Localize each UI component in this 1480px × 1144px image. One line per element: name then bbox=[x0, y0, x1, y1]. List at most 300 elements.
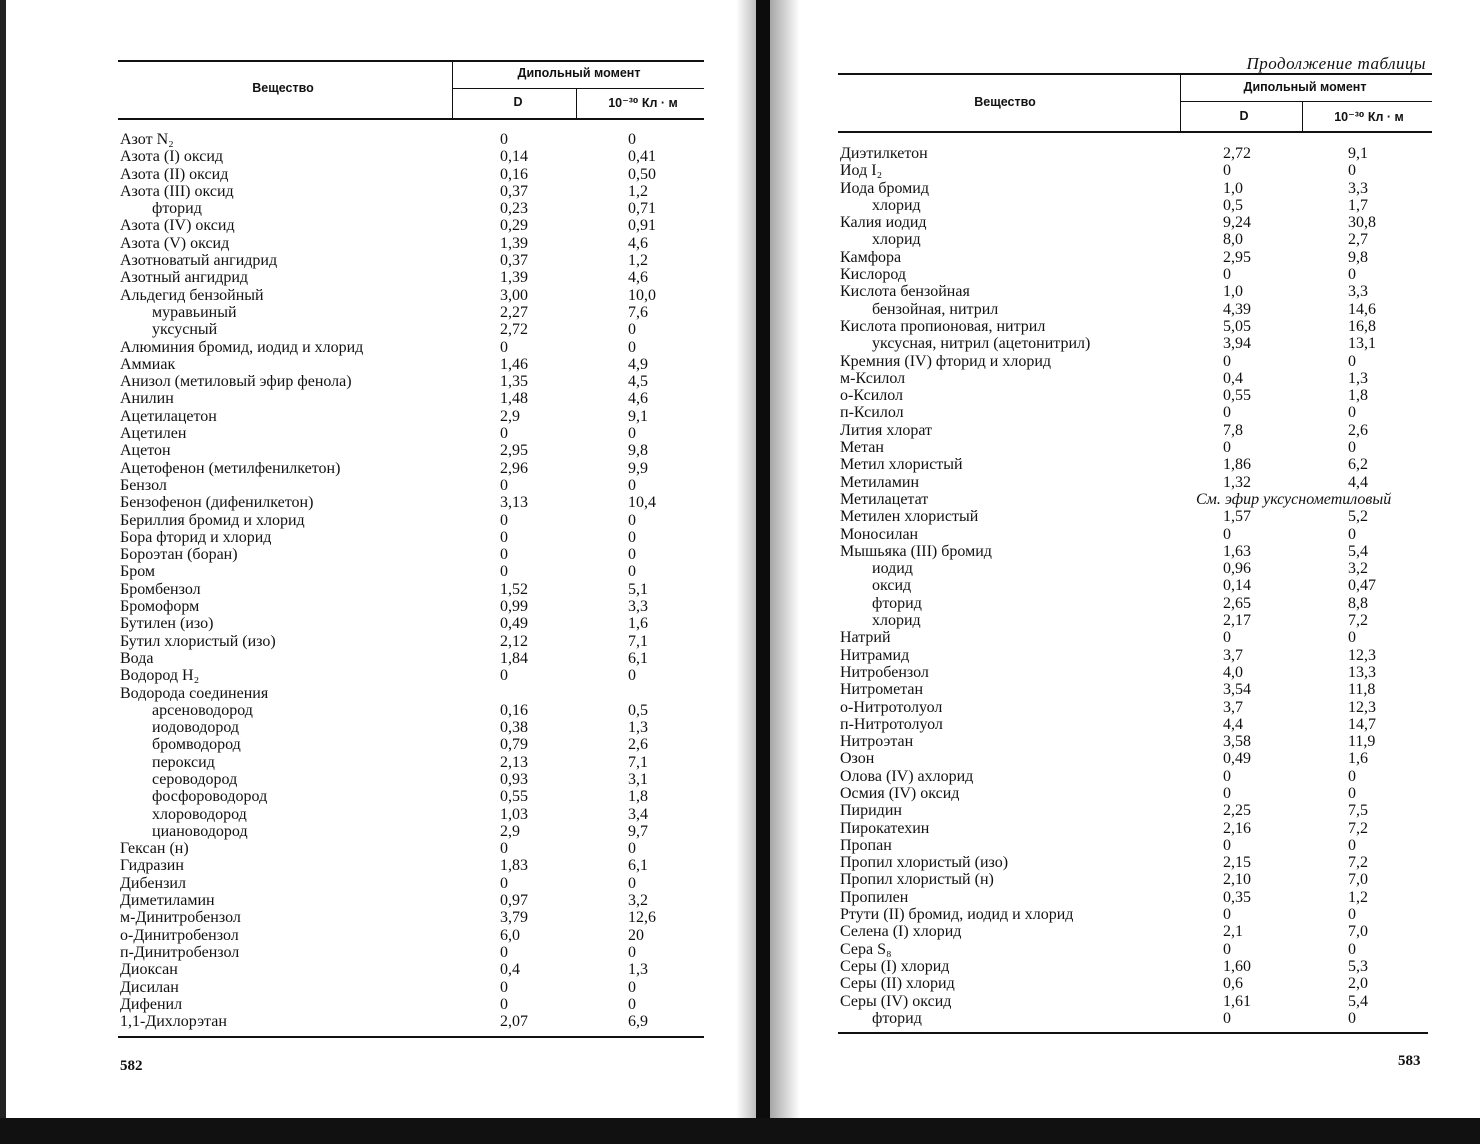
table-row bbox=[838, 941, 1432, 958]
substance-name: Бутилен (изо) bbox=[120, 615, 214, 633]
dipole-si-value: 0 bbox=[628, 546, 636, 564]
table-row bbox=[838, 664, 1432, 681]
scan-edge bbox=[0, 0, 6, 1118]
table-row bbox=[118, 166, 704, 183]
dipole-si-value: 3,4 bbox=[628, 805, 648, 823]
table-row bbox=[118, 979, 704, 996]
dipole-si-value: 7,0 bbox=[1348, 871, 1368, 889]
dipole-si-value: 16,8 bbox=[1348, 317, 1376, 335]
table-row bbox=[838, 180, 1432, 197]
dipole-si-value: 14,6 bbox=[1348, 300, 1376, 318]
dipole-debye-value: 1,86 bbox=[1223, 456, 1251, 474]
table-row bbox=[838, 560, 1432, 577]
page-number: 582 bbox=[120, 1058, 143, 1074]
gutter-shadow bbox=[736, 0, 756, 1118]
left-table-body bbox=[118, 131, 704, 1030]
dipole-si-value: 3,3 bbox=[1348, 283, 1368, 301]
table-row bbox=[118, 667, 704, 684]
table-row bbox=[118, 771, 704, 788]
table-row bbox=[838, 1010, 1432, 1027]
substance-name: Натрий bbox=[840, 629, 891, 647]
table-row bbox=[838, 958, 1432, 975]
dipole-si-value: 6,1 bbox=[628, 649, 648, 667]
dipole-si-value: 20 bbox=[628, 926, 644, 944]
unit-divider bbox=[576, 89, 577, 118]
table-top-rule bbox=[118, 60, 704, 62]
dipole-debye-value: 0,16 bbox=[500, 165, 528, 183]
table-row bbox=[838, 647, 1432, 664]
substance-name: Олова (IV) ахлорид bbox=[840, 767, 974, 785]
dipole-si-value: 0 bbox=[628, 874, 636, 892]
dipole-si-value: 1,8 bbox=[628, 788, 648, 806]
substance-name: Метилацетат bbox=[840, 490, 929, 508]
table-row bbox=[838, 906, 1432, 923]
dipole-debye-value: 2,65 bbox=[1223, 594, 1251, 612]
dipole-si-value: 6,2 bbox=[1348, 456, 1368, 474]
dipole-debye-value: 0 bbox=[1223, 404, 1231, 422]
table-row bbox=[118, 927, 704, 944]
dipole-debye-value: 0,35 bbox=[1223, 888, 1251, 906]
dipole-si-value: 12,3 bbox=[1348, 646, 1376, 664]
dipole-debye-value: 0,49 bbox=[500, 615, 528, 633]
table-row bbox=[118, 200, 704, 217]
dipole-debye-value: 3,7 bbox=[1223, 646, 1243, 664]
table-bottom-rule bbox=[838, 1032, 1428, 1034]
table-row bbox=[838, 214, 1432, 231]
table-row bbox=[118, 736, 704, 753]
table-row bbox=[118, 131, 704, 148]
table-row bbox=[838, 820, 1432, 837]
dipole-debye-value: 2,17 bbox=[1223, 612, 1251, 630]
dipole-debye-value: 3,13 bbox=[500, 494, 528, 512]
table-row bbox=[118, 754, 704, 771]
header-divider bbox=[1180, 75, 1181, 131]
dipole-debye-value: 0 bbox=[1223, 836, 1231, 854]
header-dipole: Дипольный момент bbox=[1243, 80, 1367, 94]
dipole-si-value: 0 bbox=[628, 840, 636, 858]
dipole-si-value: 0 bbox=[628, 476, 636, 494]
dipole-debye-value: 2,16 bbox=[1223, 819, 1251, 837]
substance-name: хлорид bbox=[872, 612, 921, 630]
table-row bbox=[118, 546, 704, 563]
dipole-underline bbox=[1180, 101, 1432, 102]
dipole-debye-value: 1,46 bbox=[500, 355, 528, 373]
dipole-debye-value: 3,79 bbox=[500, 909, 528, 927]
dipole-debye-value: 0 bbox=[500, 840, 508, 858]
dipole-debye-value: 0,14 bbox=[1223, 577, 1251, 595]
dipole-debye-value: 0 bbox=[1223, 906, 1231, 924]
substance-name: м-Ксилол bbox=[840, 369, 906, 387]
dipole-si-value: 2,6 bbox=[1348, 421, 1368, 439]
header-divider bbox=[452, 62, 453, 118]
dipole-debye-value: 2,9 bbox=[500, 822, 520, 840]
table-row bbox=[838, 404, 1432, 421]
table-row bbox=[118, 477, 704, 494]
substance-name: Пропилен bbox=[840, 888, 909, 906]
substance-name: бензойная, нитрил bbox=[872, 300, 999, 318]
dipole-si-value: 0 bbox=[1348, 525, 1356, 543]
table-row bbox=[838, 612, 1432, 629]
table-row bbox=[838, 353, 1432, 370]
dipole-si-value: 1,6 bbox=[1348, 750, 1368, 768]
dipole-si-value: 2,6 bbox=[628, 736, 648, 754]
substance-name: хлороводород bbox=[152, 805, 247, 823]
substance-name: сероводород bbox=[152, 770, 238, 788]
table-row bbox=[118, 304, 704, 321]
substance-name: Азотный ангидрид bbox=[120, 269, 249, 287]
dipole-si-value: 9,1 bbox=[1348, 145, 1368, 162]
dipole-debye-value: 2,95 bbox=[1223, 248, 1251, 266]
dipole-si-value: 5,3 bbox=[1348, 957, 1368, 975]
table-row bbox=[118, 321, 704, 338]
dipole-debye-value: 9,24 bbox=[1223, 214, 1251, 232]
dipole-si-value: 7,5 bbox=[1348, 802, 1368, 820]
table-row bbox=[118, 702, 704, 719]
dipole-debye-value: 2,72 bbox=[500, 321, 528, 339]
dipole-si-value: 0 bbox=[628, 943, 636, 961]
table-row bbox=[838, 422, 1432, 439]
substance-name: Ацетилен bbox=[120, 425, 187, 443]
dipole-debye-value: 1,03 bbox=[500, 805, 528, 823]
table-row bbox=[838, 975, 1432, 992]
dipole-si-value: 0,71 bbox=[628, 200, 656, 218]
table-row bbox=[838, 387, 1432, 404]
table-row bbox=[838, 162, 1432, 179]
table-row bbox=[118, 719, 704, 736]
substance-name: Диметиламин bbox=[120, 892, 215, 910]
dipole-si-value: 0 bbox=[628, 667, 636, 685]
dipole-si-value: 9,8 bbox=[628, 442, 648, 460]
dipole-debye-value: 0,23 bbox=[500, 200, 528, 218]
substance-name: Метиламин bbox=[840, 473, 920, 491]
dipole-si-value: 1,2 bbox=[628, 252, 648, 270]
dipole-si-value: 0 bbox=[628, 321, 636, 339]
substance-name: Метан bbox=[840, 439, 884, 457]
substance-name: п-Нитротолуол bbox=[840, 715, 943, 733]
dipole-debye-value: 2,07 bbox=[500, 1013, 528, 1031]
dipole-debye-value: 0,96 bbox=[1223, 560, 1251, 578]
dipole-debye-value: 0 bbox=[1223, 784, 1231, 802]
substance-name: Азотноватый ангидрид bbox=[120, 252, 278, 270]
substance-name: Дисилан bbox=[120, 978, 179, 996]
dipole-si-value: 0 bbox=[628, 978, 636, 996]
table-row bbox=[118, 961, 704, 978]
table-row bbox=[838, 474, 1432, 491]
table-row bbox=[118, 442, 704, 459]
dipole-si-value: 7,1 bbox=[628, 753, 648, 771]
substance-name: Серы (IV) оксид bbox=[840, 992, 952, 1010]
dipole-si-value: 10,4 bbox=[628, 494, 656, 512]
substance-name: Бромбензол bbox=[120, 580, 201, 598]
dipole-si-value: 5,4 bbox=[1348, 992, 1368, 1010]
table-row bbox=[118, 494, 704, 511]
page-number: 583 bbox=[1398, 1053, 1421, 1069]
table-row bbox=[118, 892, 704, 909]
dipole-debye-value: 2,95 bbox=[500, 442, 528, 460]
table-row bbox=[838, 889, 1432, 906]
table-row bbox=[838, 854, 1432, 871]
table-row bbox=[118, 529, 704, 546]
dipole-debye-value: 1,63 bbox=[1223, 542, 1251, 560]
table-row bbox=[838, 802, 1432, 819]
dipole-si-value: 0 bbox=[1348, 266, 1356, 284]
header-substance: Вещество bbox=[974, 95, 1036, 109]
dipole-debye-value: 0 bbox=[1223, 162, 1231, 180]
dipole-si-value: 5,1 bbox=[628, 580, 648, 598]
dipole-debye-value: 1,60 bbox=[1223, 957, 1251, 975]
substance-name: пероксид bbox=[152, 753, 215, 771]
book-gutter bbox=[756, 0, 770, 1144]
substance-name: Метил хлористый bbox=[840, 456, 963, 474]
substance-name: Нитробензол bbox=[840, 663, 929, 681]
substance-name: Бороэтан (боран) bbox=[120, 546, 238, 564]
substance-name: Кислота пропионовая, нитрил bbox=[840, 317, 1046, 335]
table-row bbox=[838, 699, 1432, 716]
dipole-debye-value: 3,00 bbox=[500, 286, 528, 304]
table-row bbox=[838, 871, 1432, 888]
dipole-debye-value: 2,72 bbox=[1223, 145, 1251, 162]
dipole-debye-value: 1,61 bbox=[1223, 992, 1251, 1010]
header-substance: Вещество bbox=[252, 81, 314, 95]
table-bottom-rule bbox=[118, 1036, 704, 1038]
dipole-debye-value: 2,1 bbox=[1223, 923, 1243, 941]
substance-name: уксусный bbox=[152, 321, 218, 339]
cross-reference-note: См. эфир уксуснометиловый bbox=[1196, 490, 1392, 508]
dipole-si-value: 7,1 bbox=[628, 632, 648, 650]
dipole-si-value: 0 bbox=[1348, 767, 1356, 785]
substance-name: Нитрометан bbox=[840, 681, 924, 699]
dipole-si-value: 1,3 bbox=[628, 719, 648, 737]
table-row bbox=[838, 145, 1432, 162]
dipole-si-value: 9,8 bbox=[1348, 248, 1368, 266]
dipole-si-value: 9,7 bbox=[628, 822, 648, 840]
substance-name: иодид bbox=[872, 560, 913, 578]
dipole-debye-value: 1,48 bbox=[500, 390, 528, 408]
header-unit-si: 10⁻³⁰ Кл · м bbox=[608, 96, 678, 110]
substance-name: Ртути (II) бромид, иодид и хлорид bbox=[840, 906, 1074, 924]
dipole-si-value: 6,1 bbox=[628, 857, 648, 875]
substance-name: Диэтилкетон bbox=[840, 145, 928, 162]
dipole-si-value: 9,9 bbox=[628, 459, 648, 477]
dipole-debye-value: 0 bbox=[500, 425, 508, 443]
dipole-si-value: 0 bbox=[628, 338, 636, 356]
substance-name: циановодород bbox=[152, 822, 248, 840]
dipole-si-value: 7,2 bbox=[1348, 819, 1368, 837]
dipole-debye-value: 1,83 bbox=[500, 857, 528, 875]
substance-name: Пропил хлористый (н) bbox=[840, 871, 994, 889]
table-row bbox=[118, 287, 704, 304]
dipole-si-value: 1,7 bbox=[1348, 196, 1368, 214]
dipole-si-value: 11,9 bbox=[1348, 733, 1376, 751]
substance-name: Ацетофенон (метилфенилкетон) bbox=[120, 459, 341, 477]
substance-name: бромводород bbox=[152, 736, 241, 754]
dipole-debye-value: 0 bbox=[500, 338, 508, 356]
table-row bbox=[838, 456, 1432, 473]
substance-name: фторид bbox=[872, 1009, 922, 1027]
dipole-debye-value: 2,10 bbox=[1223, 871, 1251, 889]
dipole-si-value: 0 bbox=[1348, 784, 1356, 802]
table-row bbox=[118, 581, 704, 598]
dipole-si-value: 12,3 bbox=[1348, 698, 1376, 716]
dipole-debye-value: 3,54 bbox=[1223, 681, 1251, 699]
dipole-si-value: 9,1 bbox=[628, 407, 648, 425]
substance-name: арсеноводород bbox=[152, 701, 253, 719]
substance-name: Пирокатехин bbox=[840, 819, 930, 837]
table-row bbox=[118, 356, 704, 373]
dipole-debye-value: 0 bbox=[500, 563, 508, 581]
table-row bbox=[118, 650, 704, 667]
dipole-si-value: 1,3 bbox=[628, 961, 648, 979]
substance-name: Азота (V) оксид bbox=[120, 234, 230, 252]
header-bottom-rule bbox=[118, 118, 704, 120]
dipole-debye-value: 0,79 bbox=[500, 736, 528, 754]
substance-name: Анизол (метиловый эфир фенола) bbox=[120, 373, 352, 391]
table-row bbox=[838, 577, 1432, 594]
dipole-si-value: 1,2 bbox=[1348, 888, 1368, 906]
dipole-debye-value: 1,39 bbox=[500, 234, 528, 252]
substance-name: Анилин bbox=[120, 390, 174, 408]
substance-name: Бром bbox=[120, 563, 156, 581]
substance-name: уксусная, нитрил (ацетонитрил) bbox=[872, 335, 1091, 353]
dipole-debye-value: 4,39 bbox=[1223, 300, 1251, 318]
substance-name: п-Ксилол bbox=[840, 404, 904, 422]
substance-name: Альдегид бензойный bbox=[120, 286, 264, 304]
dipole-debye-value: 4,0 bbox=[1223, 663, 1243, 681]
table-row bbox=[118, 269, 704, 286]
substance-name: м-Динитробензол bbox=[120, 909, 241, 927]
dipole-debye-value: 1,57 bbox=[1223, 508, 1251, 526]
table-row bbox=[118, 685, 704, 702]
dipole-debye-value: 1,39 bbox=[500, 269, 528, 287]
table-row bbox=[838, 681, 1432, 698]
dipole-si-value: 0,91 bbox=[628, 217, 656, 235]
substance-name: Азота (I) оксид bbox=[120, 148, 224, 166]
dipole-debye-value: 0,99 bbox=[500, 598, 528, 616]
dipole-debye-value: 1,52 bbox=[500, 580, 528, 598]
dipole-debye-value: 3,7 bbox=[1223, 698, 1243, 716]
dipole-debye-value: 0,16 bbox=[500, 701, 528, 719]
table-row bbox=[118, 460, 704, 477]
dipole-debye-value: 2,27 bbox=[500, 303, 528, 321]
right-table-body bbox=[838, 145, 1432, 1027]
dipole-si-value: 0,50 bbox=[628, 165, 656, 183]
table-row bbox=[838, 370, 1432, 387]
dipole-si-value: 4,5 bbox=[628, 373, 648, 391]
dipole-debye-value: 1,32 bbox=[1223, 473, 1251, 491]
substance-name: хлорид bbox=[872, 231, 921, 249]
dipole-debye-value: 1,0 bbox=[1223, 283, 1243, 301]
dipole-debye-value: 0 bbox=[1223, 439, 1231, 457]
substance-name: Осмия (IV) оксид bbox=[840, 784, 960, 802]
substance-name: п-Динитробензол bbox=[120, 943, 240, 961]
dipole-debye-value: 0 bbox=[500, 943, 508, 961]
substance-name: Бензол bbox=[120, 476, 167, 494]
dipole-debye-value: 0 bbox=[1223, 1009, 1231, 1027]
dipole-debye-value: 0 bbox=[500, 667, 508, 685]
dipole-si-value: 7,0 bbox=[1348, 923, 1368, 941]
dipole-debye-value: 0,4 bbox=[1223, 369, 1243, 387]
table-row bbox=[838, 526, 1432, 543]
dipole-debye-value: 0,37 bbox=[500, 252, 528, 270]
substance-name: Пиридин bbox=[840, 802, 902, 820]
substance-name: Метилен хлористый bbox=[840, 508, 979, 526]
dipole-si-value: 14,7 bbox=[1348, 715, 1376, 733]
dipole-debye-value: 0,55 bbox=[1223, 387, 1251, 405]
dipole-debye-value: 0,14 bbox=[500, 148, 528, 166]
substance-name: Нитрамид bbox=[840, 646, 910, 664]
substance-name: Бензофенон (дифенилкетон) bbox=[120, 494, 314, 512]
table-row bbox=[838, 508, 1432, 525]
dipole-debye-value: 2,96 bbox=[500, 459, 528, 477]
substance-name: Аммиак bbox=[120, 355, 176, 373]
substance-name: фторид bbox=[152, 200, 202, 218]
table-row bbox=[118, 823, 704, 840]
table-row bbox=[118, 217, 704, 234]
dipole-debye-value: 0 bbox=[500, 978, 508, 996]
substance-name: Нитроэтан bbox=[840, 733, 914, 751]
table-row bbox=[838, 283, 1432, 300]
substance-name: Кислород bbox=[840, 266, 906, 284]
dipole-debye-value: 0 bbox=[1223, 266, 1231, 284]
dipole-si-value: 11,8 bbox=[1348, 681, 1376, 699]
dipole-debye-value: 0,29 bbox=[500, 217, 528, 235]
dipole-si-value: 0 bbox=[628, 528, 636, 546]
substance-name: Камфора bbox=[840, 248, 902, 266]
table-row bbox=[118, 252, 704, 269]
substance-name: Пропан bbox=[840, 836, 892, 854]
table-row bbox=[118, 339, 704, 356]
table-row bbox=[118, 563, 704, 580]
table-row bbox=[118, 996, 704, 1013]
dipole-si-value: 4,6 bbox=[628, 390, 648, 408]
dipole-si-value: 8,8 bbox=[1348, 594, 1368, 612]
dipole-si-value: 12,6 bbox=[628, 909, 656, 927]
header-dipole: Дипольный момент bbox=[517, 66, 641, 80]
table-row bbox=[118, 615, 704, 632]
table-row bbox=[838, 837, 1432, 854]
dipole-si-value: 0 bbox=[628, 511, 636, 529]
dipole-debye-value: 0 bbox=[500, 528, 508, 546]
dipole-debye-value: 8,0 bbox=[1223, 231, 1243, 249]
table-row bbox=[838, 716, 1432, 733]
dipole-debye-value: 3,58 bbox=[1223, 733, 1251, 751]
dipole-si-value: 2,7 bbox=[1348, 231, 1368, 249]
substance-name: Мышьяка (III) бромид bbox=[840, 542, 992, 560]
dipole-debye-value: 0,37 bbox=[500, 182, 528, 200]
table-row bbox=[838, 733, 1432, 750]
dipole-si-value: 0 bbox=[1348, 439, 1356, 457]
dipole-si-value: 0 bbox=[1348, 1009, 1356, 1027]
table-row bbox=[838, 629, 1432, 646]
dipole-debye-value: 0,49 bbox=[1223, 750, 1251, 768]
dipole-debye-value: 1,35 bbox=[500, 373, 528, 391]
dipole-si-value: 13,1 bbox=[1348, 335, 1376, 353]
table-row bbox=[118, 408, 704, 425]
table-row bbox=[118, 944, 704, 961]
table-row bbox=[838, 197, 1432, 214]
substance-name: Азота (II) оксид bbox=[120, 165, 229, 183]
dipole-debye-value: 0 bbox=[1223, 629, 1231, 647]
substance-name: Азота (IV) оксид bbox=[120, 217, 235, 235]
substance-name: Азота (III) оксид bbox=[120, 182, 234, 200]
table-row bbox=[118, 1013, 704, 1030]
dipole-si-value: 4,4 bbox=[1348, 473, 1368, 491]
dipole-si-value: 0,41 bbox=[628, 148, 656, 166]
substance-name: Азот N₂ bbox=[120, 131, 174, 148]
dipole-debye-value: 2,25 bbox=[1223, 802, 1251, 820]
dipole-si-value: 3,3 bbox=[1348, 179, 1368, 197]
substance-name: Кремния (IV) фторид и хлорид bbox=[840, 352, 1052, 370]
